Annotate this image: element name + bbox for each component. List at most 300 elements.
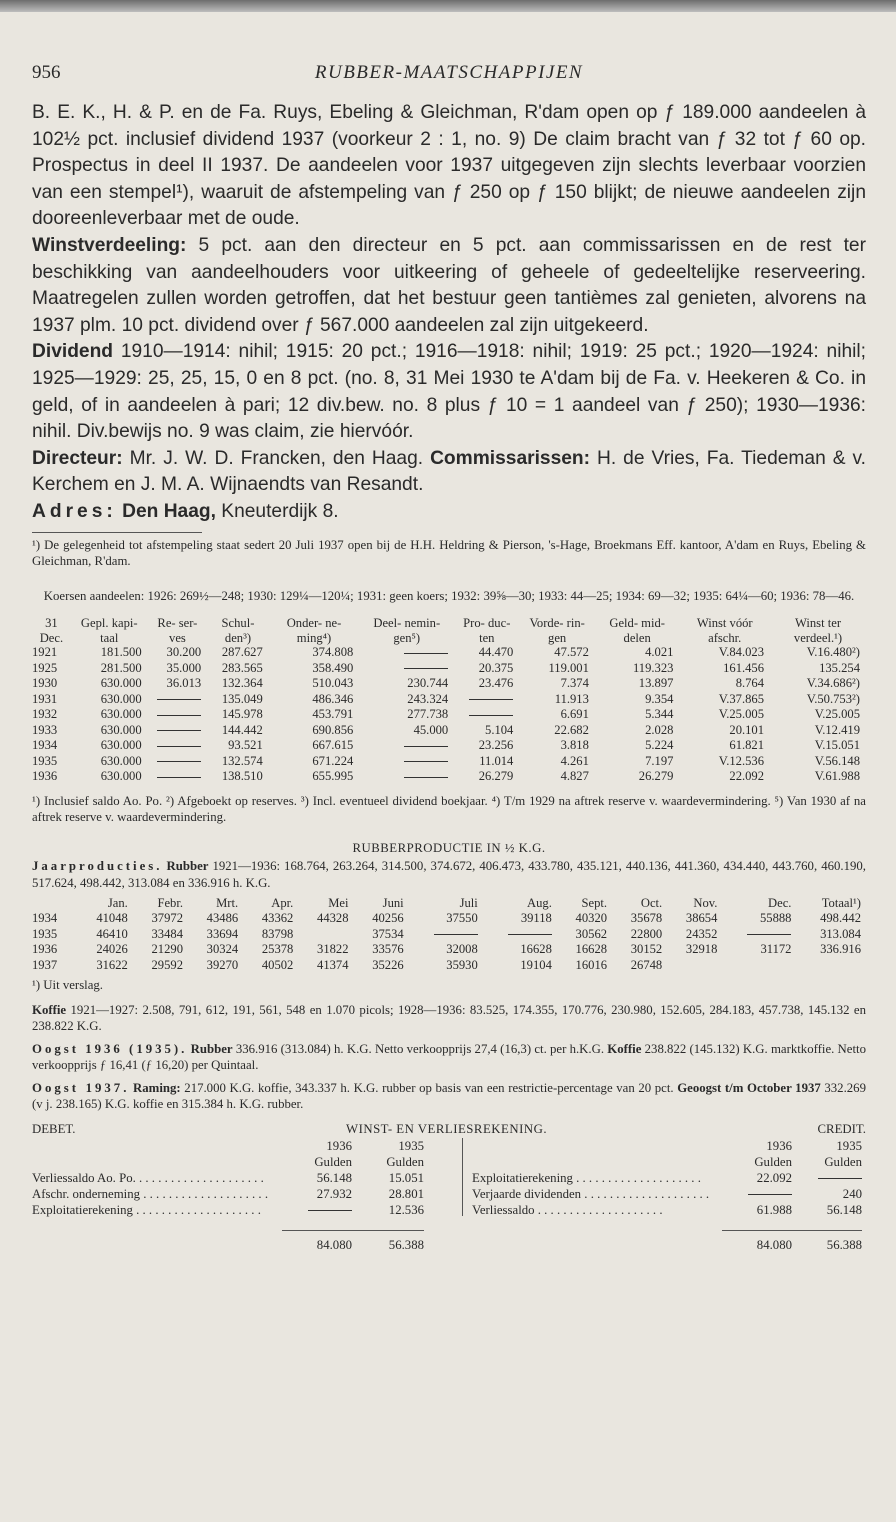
financial-cell: 47.572 xyxy=(554,645,589,659)
credit-total-1936: 84.080 xyxy=(722,1230,792,1253)
amount-1936: 56.148 xyxy=(316,1170,352,1185)
financial-row xyxy=(32,723,866,739)
financial-cell: 8.764 xyxy=(735,676,765,690)
production-year-cell: 1934 xyxy=(32,911,58,925)
production-col-header: Juli xyxy=(459,896,478,910)
financial-cell: 138.510 xyxy=(221,769,263,783)
financial-cell: 13.897 xyxy=(638,676,674,690)
production-cell: 25378 xyxy=(261,942,294,956)
financial-cell xyxy=(359,645,454,661)
oogst-1937-paragraph xyxy=(32,1080,866,1113)
credit-row xyxy=(472,1170,864,1186)
production-cell xyxy=(667,958,722,974)
production-cell: 31172 xyxy=(760,942,792,956)
financial-cell: 630.000 xyxy=(100,676,142,690)
financial-cell: 161.456 xyxy=(723,660,765,675)
production-col-header: Aug. xyxy=(527,896,552,910)
profit-loss-body xyxy=(32,1138,866,1253)
column-divider xyxy=(462,1138,464,1216)
financial-cell: 93.521 xyxy=(228,738,263,752)
production-year-cell: 1937 xyxy=(32,957,58,972)
dash-mark xyxy=(157,699,201,700)
financial-cell: 3.818 xyxy=(560,738,589,752)
amount-1936: 27.932 xyxy=(316,1186,352,1201)
financial-cell: 690.856 xyxy=(312,722,354,737)
production-cell: 16016 xyxy=(575,957,608,972)
production-col-header: Febr. xyxy=(157,896,183,910)
credit-row xyxy=(472,1202,864,1218)
production-cell: 32008 xyxy=(446,942,478,956)
financial-col-header: Gepl. kapi- taal xyxy=(80,616,138,645)
production-table-body xyxy=(32,911,866,973)
debet-units xyxy=(32,1154,432,1170)
production-row xyxy=(32,927,866,943)
financial-cell: 5.104 xyxy=(485,722,514,737)
account-label-text: Afschr. onderneming xyxy=(32,1186,141,1201)
production-cell: 37550 xyxy=(446,911,478,925)
production-cell: 55888 xyxy=(759,911,792,925)
financial-cell xyxy=(359,754,454,770)
financial-cell: 135.049 xyxy=(221,691,263,706)
credit-year-1936: 1936 xyxy=(766,1138,792,1153)
adres-city: Den Haag, xyxy=(116,500,216,522)
dash-mark xyxy=(747,934,791,935)
financial-cell: 30.200 xyxy=(166,645,202,659)
financial-cell: V.84.023 xyxy=(718,645,765,659)
jaarproducties xyxy=(32,858,866,891)
production-cell: 83798 xyxy=(261,926,294,941)
dash-mark xyxy=(469,699,513,700)
amount-1935: 28.801 xyxy=(388,1186,424,1201)
financial-cell: 6.691 xyxy=(560,707,589,721)
production-col-header: Dec. xyxy=(768,896,792,910)
financial-cell: 630.000 xyxy=(100,722,142,737)
amount-1936 xyxy=(282,1202,352,1218)
financial-cell: 510.043 xyxy=(312,676,354,690)
oogst-1936-koffie: Koffie xyxy=(607,1041,642,1056)
financial-cell: 22.682 xyxy=(554,722,589,737)
financial-cell: 281.500 xyxy=(100,660,142,675)
dash-mark xyxy=(404,668,448,669)
oogst-1937-raming: Raming: xyxy=(129,1080,181,1095)
financial-year-cell: 1935 xyxy=(32,753,58,768)
credit-total-1935: 56.388 xyxy=(792,1230,862,1253)
production-cell: 43362 xyxy=(261,911,294,925)
production-cell xyxy=(298,927,353,943)
financial-row xyxy=(32,754,866,770)
financial-cell: 4.021 xyxy=(645,645,674,659)
financial-col-header: Pro- duc- ten xyxy=(463,616,511,645)
financial-cell: 486.346 xyxy=(312,691,354,706)
production-cell: 43486 xyxy=(206,911,239,925)
financial-cell: 7.374 xyxy=(560,676,589,690)
debet-row xyxy=(32,1170,432,1186)
production-cell: 24352 xyxy=(685,926,718,941)
directeur-paragraph xyxy=(32,446,866,499)
profit-loss-title: WINST- EN VERLIESREKENING. xyxy=(345,1121,548,1136)
dividend-label: Dividend xyxy=(32,341,114,363)
financial-row xyxy=(32,692,866,708)
amount-1936: 61.988 xyxy=(756,1202,792,1217)
account-label xyxy=(32,1170,282,1186)
financial-year-cell: 1921 xyxy=(32,645,58,659)
koffie-label: Koffie xyxy=(32,1002,67,1017)
financial-col-header: Deel- nemin- gen⁵) xyxy=(373,616,441,645)
financial-cell: 35.000 xyxy=(166,660,202,675)
financial-cell: 20.101 xyxy=(729,722,765,737)
financial-cell xyxy=(454,707,519,723)
financial-col-header: Re- ser- ves xyxy=(157,616,198,645)
financial-cell: 26.279 xyxy=(638,769,674,783)
production-cell: 30324 xyxy=(206,942,239,956)
account-label-text: Verliessaldo xyxy=(472,1202,535,1217)
winst-text: 5 pct. aan den directeur en 5 pct. aan commissarissen en de rest ter beschikking van aandeelhouders voor uitkeering of geheele of gedeeltelijke reserveering. Maatregelen zullen worden getroffen, dat het bestuur geen tantièmes zal genieten, alvorens na 1937 plm. 10 pct. dividend over ƒ 567.000 aandeelen zal zijn uitgekeerd. xyxy=(32,234,866,336)
production-row xyxy=(32,942,866,958)
production-cell: 37972 xyxy=(151,911,183,925)
financial-cell: 2.028 xyxy=(645,722,674,737)
amount-1935: 240 xyxy=(842,1186,862,1201)
account-label xyxy=(32,1202,282,1218)
credit-units xyxy=(472,1154,864,1170)
production-col-header: Mei xyxy=(328,896,349,910)
financial-cell: 20.375 xyxy=(478,660,514,675)
leader-dots: . . . . . . . . . . . . . . . . . . . . xyxy=(534,1202,663,1217)
production-cell: 16628 xyxy=(520,942,552,956)
financial-cell: 36.013 xyxy=(166,676,202,690)
main-text xyxy=(32,100,866,526)
credit-rows xyxy=(472,1170,864,1218)
production-col-header: Nov. xyxy=(693,896,718,910)
financial-cell: V.37.865 xyxy=(718,691,765,706)
scan-top-edge xyxy=(0,0,896,12)
production-cell: 39118 xyxy=(520,911,552,925)
leader-dots: . . . . . . . . . . . . . . . . . . . . xyxy=(140,1186,269,1201)
financial-cell: 119.001 xyxy=(548,660,589,675)
financial-cell: 26.279 xyxy=(478,769,514,783)
directeur-label: Directeur: xyxy=(32,447,123,469)
account-label-text: Verliessaldo Ao. Po. xyxy=(32,1170,136,1185)
credit-unit-1: Gulden xyxy=(754,1154,792,1169)
financial-col-header: Vorde- rin- gen xyxy=(529,616,585,645)
jaar-text: 1921—1936: 168.764, 263.264, 314.500, 374.672, 406.473, 433.780, 435.121, 440.136, 441.360, 434.440, 443.760, 460.190, 517.624, 498.442, 313.084 en 336.916 h. K.G. xyxy=(32,859,866,890)
debet-row xyxy=(32,1186,432,1202)
production-col-header: Oct. xyxy=(640,896,663,910)
financial-cell: 655.995 xyxy=(312,769,354,783)
production-cell: 44328 xyxy=(317,911,349,925)
page-header xyxy=(32,62,866,92)
financial-cell: V.25.005 xyxy=(718,707,765,721)
financial-row xyxy=(32,661,866,677)
dash-mark xyxy=(404,653,448,654)
dash-mark xyxy=(748,1194,792,1195)
dash-mark xyxy=(469,715,513,716)
production-col-header: Apr. xyxy=(271,896,294,910)
debet-year-1935: 1935 xyxy=(398,1138,424,1153)
production-col-header xyxy=(32,895,78,911)
financial-cell xyxy=(454,692,519,708)
oogst-1937-geoogst: Geoogst t/m October 1937 xyxy=(677,1080,821,1095)
financial-cell: V.61.988 xyxy=(814,769,860,783)
financial-table xyxy=(32,616,866,785)
dividend-text: 1910—1914: nihil; 1915: 20 pct.; 1916—1918: nihil; 1919: 25 pct.; 1920—1924: nihil; 1925—1929: 25, 25, 15, 0 en 8 pct. (no. 8, 31 Mei 1930 te A'dam bij de Fa. v. Heekeren & Co. in geld, of in aandeelen à pari; 12 div.bew. no. 8 plus ƒ 10 = 1 aandeel van ƒ 250); 1930—1936: nihil. Div.bewijs no. 9 was claim, zie hiervóór. xyxy=(32,341,866,443)
financial-cell: 230.744 xyxy=(407,676,449,690)
financial-cell: 181.500 xyxy=(100,645,142,659)
production-row xyxy=(32,911,866,927)
directeur-text: Mr. J. W. D. Francken, den Haag. xyxy=(122,447,431,469)
production-cell: 30562 xyxy=(575,926,608,941)
dash-mark xyxy=(157,715,201,716)
production-cell: 33484 xyxy=(151,926,183,941)
credit-unit-2: Gulden xyxy=(824,1154,862,1169)
dash-mark xyxy=(508,934,552,935)
koffie-paragraph xyxy=(32,1002,866,1035)
production-table xyxy=(32,895,866,973)
financial-cell: 11.913 xyxy=(554,691,589,706)
debet-total xyxy=(32,1230,432,1253)
financial-year-cell: 1936 xyxy=(32,769,58,783)
financial-cell: 23.256 xyxy=(478,738,514,752)
amount-1935: 12.536 xyxy=(388,1202,424,1217)
production-title: RUBBERPRODUCTIE IN ½ K.G. xyxy=(352,840,546,855)
financial-cell: 287.627 xyxy=(221,645,263,659)
intro-paragraph: B. E. K., H. & P. en de Fa. Ruys, Ebeling & Gleichman, R'dam open op ƒ 189.000 aandeelen à 102½ pct. inclusief dividend 1937 (voorkeur 2 : 1, no. 9) De claim bracht van ƒ 32 tot ƒ 60 op. Prospectus in deel II 1937. De aandeelen voor 1937 uitgegeven zijn slechts leverbaar voorzien van een stempel¹), waaruit de afstempeling van ƒ 250 op ƒ 150 blijkt; de nieuwe aandeelen zijn dooreenleverbaar met de oude. xyxy=(32,102,866,230)
dash-mark xyxy=(404,777,448,778)
financial-cell: V.34.686²) xyxy=(806,676,860,690)
production-cell: 31822 xyxy=(317,942,349,956)
production-cell: 35678 xyxy=(630,911,663,925)
amount-1935: 15.051 xyxy=(388,1170,424,1185)
oogst-1936-text1: 336.916 (313.084) h. K.G. Netto verkoopprijs 27,4 (16,3) ct. per h.K.G. xyxy=(232,1041,608,1056)
production-year-cell: 1936 xyxy=(32,942,58,956)
adres-paragraph xyxy=(32,499,866,526)
financial-cell: 358.490 xyxy=(312,660,354,675)
financial-cell: 630.000 xyxy=(100,753,142,768)
financial-row xyxy=(32,676,866,692)
financial-year-cell: 1934 xyxy=(32,738,58,752)
page xyxy=(32,62,866,1253)
commissarissen-text: H. de Vries, Fa. Tiedeman & v. Kerchem en J. M. A. Wijnaendts van Resandt. xyxy=(32,447,866,496)
production-cell: 19104 xyxy=(520,957,552,972)
production-cell: 29592 xyxy=(151,957,183,972)
production-col-header: Sept. xyxy=(581,896,608,910)
financial-year-cell: 1930 xyxy=(32,676,58,690)
production-cell: 35226 xyxy=(372,957,404,972)
financial-notes: ¹) Inclusief saldo Ao. Po. ²) Afgeboekt op reserves. ³) Incl. eventueel dividend boekjaar. ⁴) T/m 1929 na aftrek reserve v. waardevermindering. ⁵) Van 1930 af na aftrek reserve v. waardevermindering. xyxy=(32,793,866,824)
financial-cell: V.12.419 xyxy=(814,722,860,737)
financial-cell: 22.092 xyxy=(729,769,765,783)
financial-cell: 630.000 xyxy=(100,707,142,721)
production-cell: 33694 xyxy=(206,926,239,941)
dash-mark xyxy=(404,761,448,762)
financial-cell xyxy=(359,661,454,677)
account-label xyxy=(472,1186,722,1202)
production-cell: 35930 xyxy=(446,957,478,972)
production-cell: 21290 xyxy=(151,942,183,956)
production-cell: 336.916 xyxy=(820,942,861,956)
financial-cell: 453.791 xyxy=(312,707,354,721)
commissarissen-label: Commissarissen: xyxy=(430,447,591,469)
credit-total xyxy=(472,1230,864,1253)
financial-cell xyxy=(359,738,454,754)
financial-cell: 4.827 xyxy=(560,769,589,783)
financial-cell: V.12.536 xyxy=(718,753,765,768)
financial-cell: 630.000 xyxy=(100,769,142,783)
production-cell: 313.084 xyxy=(820,926,861,941)
financial-cell: 135.254 xyxy=(819,660,860,675)
financial-cell: 5.344 xyxy=(645,707,674,721)
account-label-text: Exploitatierekening xyxy=(472,1170,573,1185)
financial-year-cell: 1925 xyxy=(32,660,58,675)
profit-loss-account xyxy=(32,1121,866,1253)
financial-cell: 145.978 xyxy=(221,707,263,721)
leader-dots: . . . . . . . . . . . . . . . . . . . . xyxy=(135,1170,264,1185)
production-cell: 37534 xyxy=(372,926,404,941)
koersen-aandeelen: Koersen aandeelen: 1926: 269½—248; 1930: 129¼—120¼; 1931: geen koers; 1932: 39⅝—30; 1933: 44—25; 1934: 69—32; 1935: 64¼—60; 1936: 78—46. xyxy=(43,588,855,603)
debet-unit-2: Gulden xyxy=(386,1154,424,1169)
financial-row xyxy=(32,769,866,785)
financial-cell: 243.324 xyxy=(407,691,449,706)
financial-cell: 7.197 xyxy=(645,753,674,768)
footnote-1: ¹) De gelegenheid tot afstempeling staat sedert 20 Juli 1937 open bij de H.H. Heldring & Pierson, 's-Hage, Broekmans Eff. kantoor, A'dam en Ruys, Ebeling & Gleichman, R'dam. xyxy=(32,537,866,568)
financial-cell: 144.442 xyxy=(221,722,263,737)
production-cell: 22800 xyxy=(630,926,663,941)
financial-table-header xyxy=(32,616,866,645)
debet-side xyxy=(32,1138,432,1253)
debet-total-1935: 56.388 xyxy=(352,1230,424,1253)
oogst-1936-label: Oogst 1936 (1935). xyxy=(32,1041,188,1056)
financial-cell: V.16.480²) xyxy=(806,645,860,659)
financial-cell xyxy=(359,769,454,785)
production-cell: 26748 xyxy=(630,957,663,972)
dash-mark xyxy=(434,934,478,935)
production-cell: 39270 xyxy=(206,957,239,972)
financial-cell xyxy=(148,692,208,708)
oogst-1937-label: Oogst 1937. xyxy=(32,1080,130,1095)
oogst-1936-paragraph xyxy=(32,1041,866,1074)
financial-cell xyxy=(148,723,208,739)
production-cell: 38654 xyxy=(685,911,718,925)
production-row xyxy=(32,958,866,974)
account-label xyxy=(472,1170,722,1186)
dash-mark xyxy=(157,777,201,778)
financial-col-header: Winst ter verdeel.¹) xyxy=(793,616,843,645)
production-cell: 40320 xyxy=(575,911,608,925)
production-col-header: Mrt. xyxy=(216,896,239,910)
financial-cell: V.50.753²) xyxy=(806,691,860,706)
financial-year-cell: 1932 xyxy=(32,707,58,721)
financial-table-body xyxy=(32,645,866,785)
winstverdeeling-paragraph xyxy=(32,233,866,339)
production-cell: 24026 xyxy=(96,942,128,956)
dash-mark xyxy=(157,746,201,747)
jaar-rubber: Rubber xyxy=(162,859,209,873)
production-cell: 498.442 xyxy=(820,911,861,925)
financial-cell: 4.261 xyxy=(560,753,589,768)
account-label xyxy=(32,1186,282,1202)
production-col-header: Jan. xyxy=(107,896,128,910)
production-note: ¹) Uit verslag. xyxy=(32,978,104,992)
financial-col-header: Geld- mid- delen xyxy=(609,616,665,645)
winst-label: Winstverdeeling: xyxy=(32,234,187,256)
financial-cell: 132.364 xyxy=(221,676,263,690)
adres-street: Kneuterdijk 8. xyxy=(215,500,339,522)
production-cell: 30152 xyxy=(630,942,663,956)
debet-row xyxy=(32,1202,432,1218)
dash-mark xyxy=(404,746,448,747)
financial-cell: 44.470 xyxy=(478,645,514,659)
financial-cell xyxy=(148,738,208,754)
running-title: RUBBER-MAATSCHAPPIJEN xyxy=(314,62,584,83)
adres-label: Adres: xyxy=(32,500,117,522)
jaar-label: Jaarproducties. xyxy=(32,859,163,873)
credit-row xyxy=(472,1186,864,1202)
page-number: 956 xyxy=(32,62,61,83)
debet-total-1936: 84.080 xyxy=(282,1230,352,1253)
production-cell: 41048 xyxy=(96,911,128,925)
financial-cell: 277.738 xyxy=(407,707,449,721)
production-cell: 46410 xyxy=(96,926,128,941)
financial-cell xyxy=(148,769,208,785)
debet-label: DEBET. xyxy=(32,1121,76,1136)
financial-cell: 119.323 xyxy=(632,660,674,675)
oogst-1936-text2: 238.822 (145.132) K.G. marktkoffie. Netto verkoopprijs ƒ 16,41 (ƒ 16,20) per Quintaal. xyxy=(32,1041,866,1072)
production-cell: 40502 xyxy=(261,957,294,972)
amount-1936 xyxy=(722,1186,792,1202)
financial-row xyxy=(32,645,866,661)
leader-dots: . . . . . . . . . . . . . . . . . . . . xyxy=(581,1186,710,1201)
financial-cell: 11.014 xyxy=(479,753,514,768)
dash-mark xyxy=(818,1178,862,1179)
oogst-1937-text2: 332.269 (v j. 238.165) K.G. koffie en 315.384 h. K.G. rubber. xyxy=(32,1080,866,1111)
production-cell xyxy=(722,927,796,943)
credit-year-1935: 1935 xyxy=(836,1138,862,1153)
production-cell: 16628 xyxy=(575,942,608,956)
account-label xyxy=(472,1202,722,1218)
financial-row xyxy=(32,738,866,754)
production-col-header: Totaal¹) xyxy=(821,896,861,910)
production-cell: 31622 xyxy=(96,957,128,972)
financial-cell: 671.224 xyxy=(312,753,354,768)
dash-mark xyxy=(157,730,201,731)
oogst-1937-text1: 217.000 K.G. koffie, 343.337 h. K.G. rubber op basis van een restrictie-percentage van 20 pct. xyxy=(180,1080,678,1095)
dash-mark xyxy=(308,1210,352,1211)
financial-cell: 630.000 xyxy=(100,738,142,752)
debet-year-1936: 1936 xyxy=(326,1138,352,1153)
debet-rows xyxy=(32,1170,432,1218)
production-cell: 41374 xyxy=(317,957,349,972)
dividend-paragraph xyxy=(32,339,866,445)
production-col-header: Juni xyxy=(382,896,404,910)
financial-year-cell: 1933 xyxy=(32,722,58,737)
financial-cell: 23.476 xyxy=(478,676,514,690)
amount-1936: 22.092 xyxy=(756,1170,792,1185)
dash-mark xyxy=(157,761,201,762)
financial-cell: 61.821 xyxy=(729,738,765,752)
financial-cell: 667.615 xyxy=(312,738,354,752)
financial-cell: 9.354 xyxy=(645,691,674,706)
production-table-header xyxy=(32,895,866,911)
credit-label: CREDIT. xyxy=(817,1121,866,1136)
amount-1935: 56.148 xyxy=(826,1202,862,1217)
financial-cell: V.56.148 xyxy=(814,753,860,768)
production-cell: 33576 xyxy=(372,942,404,956)
financial-row xyxy=(32,707,866,723)
financial-cell: 45.000 xyxy=(413,722,449,737)
credit-side xyxy=(472,1138,864,1253)
financial-col-header: 31 Dec. xyxy=(39,616,64,645)
financial-year-cell: 1931 xyxy=(32,691,58,706)
financial-col-header: Winst vóór afschr. xyxy=(696,616,753,645)
